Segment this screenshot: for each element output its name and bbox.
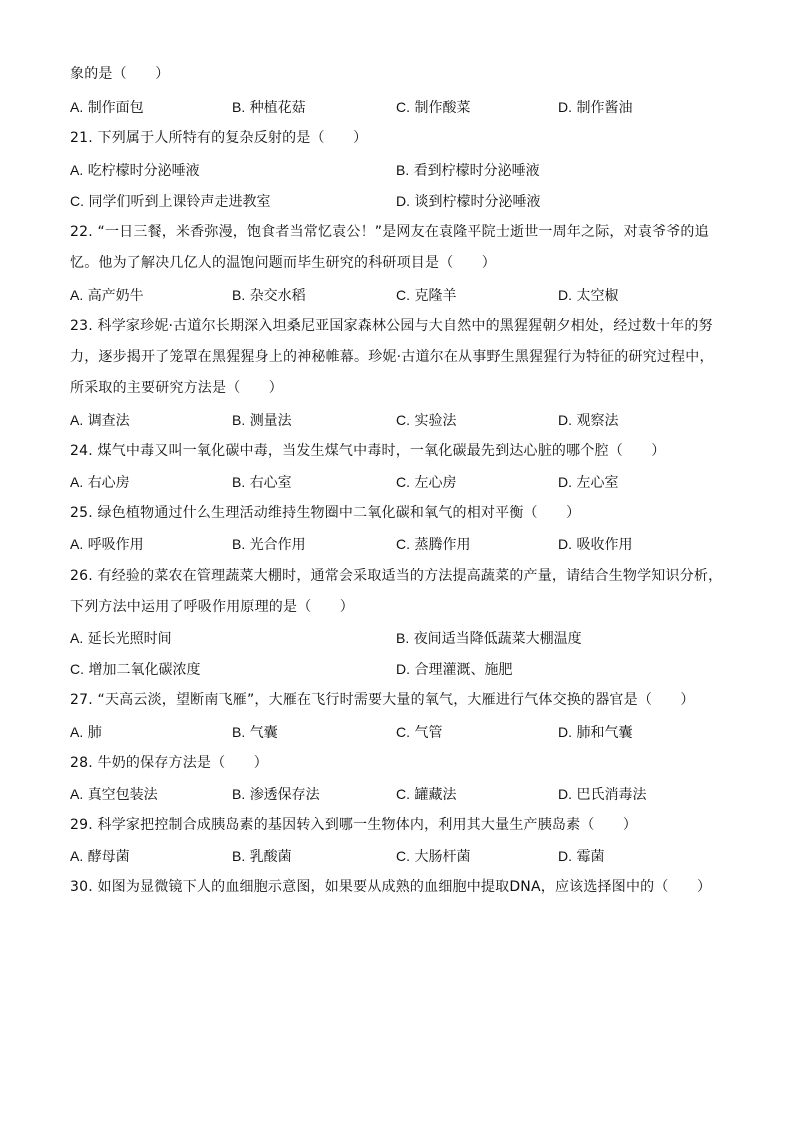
question-22-option-a[interactable]: A. 高产奶牛 — [70, 287, 144, 304]
question-22-stem-line-1: 22. “一日三餐，米香弥漫，饱食者当常忆袁公！”是网友在袁隆平院士逝世一周年之际，对袁爷爷的追 — [70, 224, 709, 240]
question-23-option-b[interactable]: B. 测量法 — [232, 412, 292, 429]
question-24-stem: 24. 煤气中毒又叫一氧化碳中毒，当发生煤气中毒时，一氧化碳最先到达心脏的哪个腔（ ） — [70, 443, 666, 459]
question-26-stem-line-2: 下列方法中运用了呼吸作用原理的是（ ） — [70, 599, 354, 615]
question-26-options-row1 — [70, 628, 734, 648]
question-25-option-c[interactable]: C. 蒸腾作用 — [396, 536, 471, 553]
question-30-stem: 30. 如图为显微镜下人的血细胞示意图，如果要从成熟的血细胞中提取DNA，应该选择图中的（ ） — [70, 879, 712, 895]
question-24-option-d[interactable]: D. 左心室 — [558, 474, 619, 491]
question-27-option-d[interactable]: D. 肺和气囊 — [558, 724, 633, 741]
question-21-option-b[interactable]: B. 看到柠檬时分泌唾液 — [396, 162, 540, 179]
question-21-options-row2 — [70, 191, 734, 211]
question-27-option-c[interactable]: C. 气管 — [396, 724, 443, 741]
question-29-option-a[interactable]: A. 酵母菌 — [70, 848, 130, 865]
question-20-options — [70, 97, 734, 117]
question-24-options — [70, 472, 734, 492]
question-23-option-c[interactable]: C. 实验法 — [396, 412, 457, 429]
question-23-options — [70, 410, 734, 430]
question-20-option-c[interactable]: C. 制作酸菜 — [396, 99, 471, 116]
question-23-stem-line-1: 23. 科学家珍妮·古道尔长期深入坦桑尼亚国家森林公园与大自然中的黑猩猩朝夕相处，经过数十年的努 — [70, 318, 713, 334]
question-23-option-a[interactable]: A. 调查法 — [70, 412, 130, 429]
question-26-options-row2 — [70, 659, 734, 679]
question-22-option-d[interactable]: D. 太空椒 — [558, 287, 619, 304]
question-29-option-c[interactable]: C. 大肠杆菌 — [396, 848, 471, 865]
question-24-option-a[interactable]: A. 右心房 — [70, 474, 130, 491]
question-25-stem: 25. 绿色植物通过什么生理活动维持生物圈中二氧化碳和氧气的相对平衡（ ） — [70, 505, 581, 521]
question-28-option-a[interactable]: A. 真空包装法 — [70, 786, 158, 803]
question-25-option-b[interactable]: B. 光合作用 — [232, 536, 306, 553]
question-29-options — [70, 846, 734, 866]
question-26-stem-line-1: 26. 有经验的菜农在管理蔬菜大棚时，通常会采取适当的方法提高蔬菜的产量，请结合生物学知识分析， — [70, 568, 723, 584]
question-27-option-b[interactable]: B. 气囊 — [232, 724, 278, 741]
question-21-option-c[interactable]: C. 同学们听到上课铃声走进教室 — [70, 193, 271, 210]
question-28-options — [70, 784, 734, 804]
question-28-option-c[interactable]: C. 罐藏法 — [396, 786, 457, 803]
question-20-option-b[interactable]: B. 种植花菇 — [232, 99, 306, 116]
question-29-option-b[interactable]: B. 乳酸菌 — [232, 848, 292, 865]
question-20-option-a[interactable]: A. 制作面包 — [70, 99, 144, 116]
question-27-options — [70, 722, 734, 742]
question-26-option-d[interactable]: D. 合理灌溉、施肥 — [396, 661, 513, 678]
question-25-options — [70, 534, 734, 554]
question-28-option-b[interactable]: B. 渗透保存法 — [232, 786, 320, 803]
question-27-stem: 27. “天高云淡，望断南飞雁”，大雁在飞行时需要大量的氧气，大雁进行气体交换的器官是（ ） — [70, 692, 695, 708]
question-26-option-b[interactable]: B. 夜间适当降低蔬菜大棚温度 — [396, 630, 582, 647]
question-28-stem: 28. 牛奶的保存方法是（ ） — [70, 755, 268, 771]
question-22-options — [70, 285, 734, 305]
question-21-options-row1 — [70, 160, 734, 180]
question-21-stem: 21. 下列属于人所特有的复杂反射的是（ ） — [70, 130, 368, 146]
question-24-option-b[interactable]: B. 右心室 — [232, 474, 292, 491]
question-22-stem-line-2: 忆。他为了解决几亿人的温饱问题而毕生研究的科研项目是（ ） — [70, 255, 496, 271]
question-25-option-d[interactable]: D. 吸收作用 — [558, 536, 633, 553]
question-26-option-c[interactable]: C. 增加二氧化碳浓度 — [70, 661, 201, 678]
question-28-option-d[interactable]: D. 巴氏消毒法 — [558, 786, 647, 803]
question-27-option-a[interactable]: A. 肺 — [70, 724, 102, 741]
question-20-option-d[interactable]: D. 制作酱油 — [558, 99, 633, 116]
question-29-option-d[interactable]: D. 霉菌 — [558, 848, 605, 865]
question-26-option-a[interactable]: A. 延长光照时间 — [70, 630, 172, 647]
question-23-stem-line-3: 所采取的主要研究方法是（ ） — [70, 380, 283, 396]
question-21-option-d[interactable]: D. 谈到柠檬时分泌唾液 — [396, 193, 541, 210]
question-24-option-c[interactable]: C. 左心房 — [396, 474, 457, 491]
question-22-option-c[interactable]: C. 克隆羊 — [396, 287, 457, 304]
question-21-option-a[interactable]: A. 吃柠檬时分泌唾液 — [70, 162, 200, 179]
question-23-option-d[interactable]: D. 观察法 — [558, 412, 619, 429]
question-25-option-a[interactable]: A. 呼吸作用 — [70, 536, 144, 553]
question-29-stem: 29. 科学家把控制合成胰岛素的基因转入到哪一生物体内，利用其大量生产胰岛素（ ） — [70, 817, 638, 833]
question-22-option-b[interactable]: B. 杂交水稻 — [232, 287, 306, 304]
question-23-stem-line-2: 力，逐步揭开了笼罩在黑猩猩身上的神秘帷幕。珍妮·古道尔在从事野生黑猩猩行为特征的研究过程中， — [70, 349, 714, 365]
question-20-tail: 象的是（ ） — [70, 66, 170, 82]
